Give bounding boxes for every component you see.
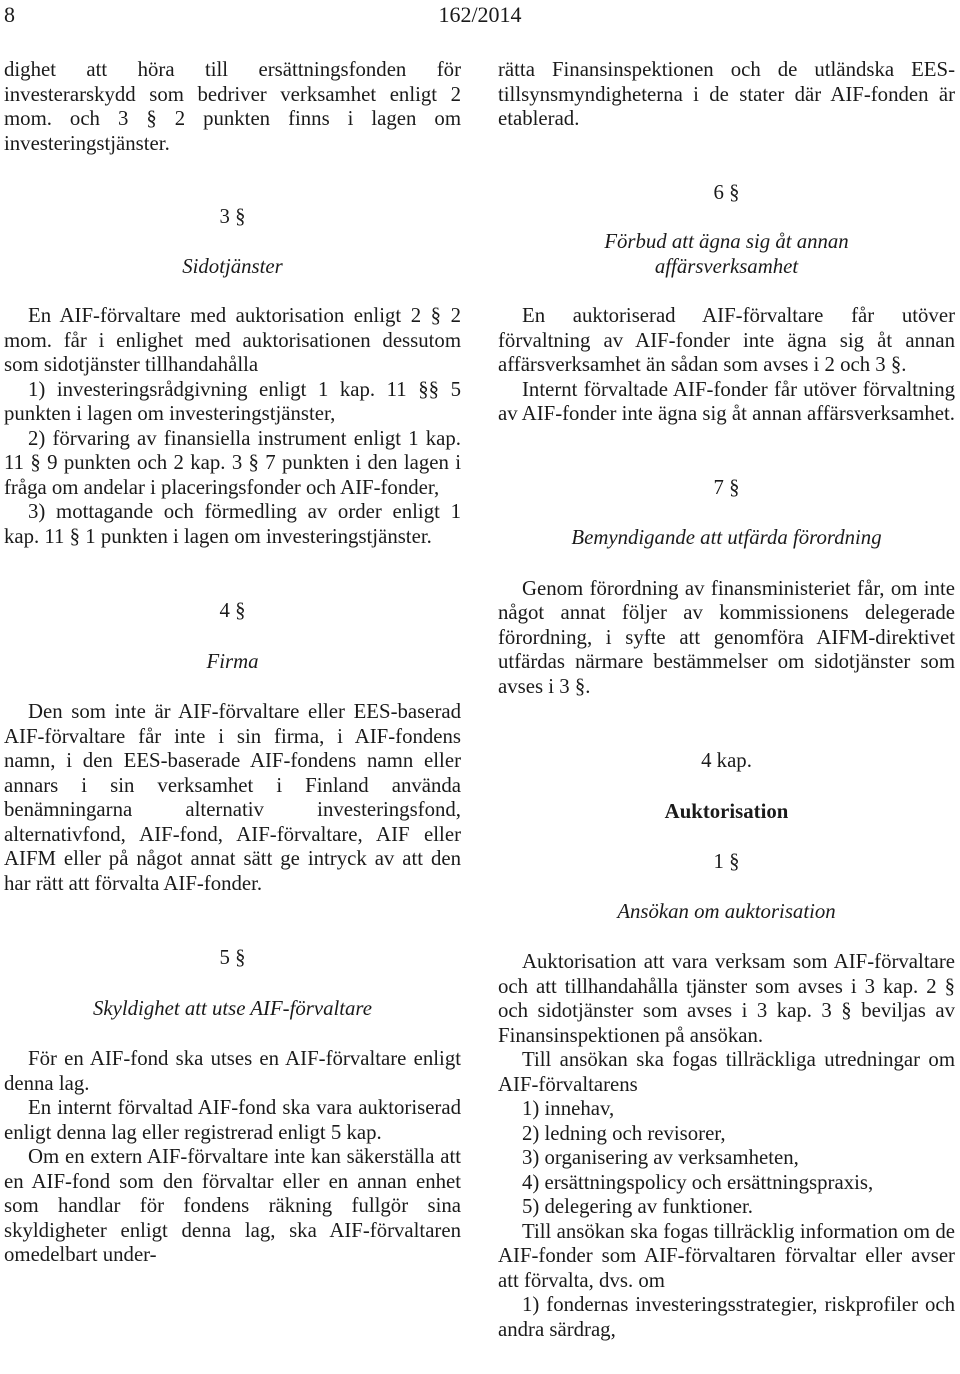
section-3-item-2: 2) förvaring av finansiella instrument enligt 1 kap. 11 § 9 punkten och 2 kap. 3 § 7 punkten i den lagen i fråga om andelar i placeringsfonder och AIF-fonder, <box>4 426 461 499</box>
section-3-item-1: 1) investeringsrådgivning enligt 1 kap. 11 §§ 5 punkten i lagen om investeringstjänster, <box>4 377 461 425</box>
left-column <box>4 58 461 1268</box>
section-7-title: Bemyndigande att utfärda förordning <box>571 526 882 549</box>
section-1-paragraph-3: Till ansökan ska fogas tillräcklig information om de AIF-fonder som AIF-förvaltaren förvaltar eller avser att förvalta, dvs. om <box>498 1219 955 1292</box>
section-4-paragraph: Den som inte är AIF-förvaltare eller EES-baserad AIF-förvaltare får inte i sin firma, i AIF-fondens namn, i den EES-baserade AIF-fondens namn eller annars i sin verksamhet i Finland använda benämningarna alternativ investeringsfond, alternativfond, AIF-fond, AIF-förvaltare, AIF eller AIFM eller på något annat sätt ge intryck av att den har rätt att förvalta AIF-fonder. <box>4 700 461 895</box>
document-number: 162/2014 <box>438 2 522 27</box>
section-5-paragraph-1: För en AIF-fond ska utses en AIF-förvaltare enligt denna lag. <box>4 1047 461 1095</box>
section-3-title: Sidotjänster <box>182 254 283 278</box>
list-item: 3) organisering av verksamheten, <box>522 1146 799 1169</box>
paragraph-continued: rätta Finansinspektionen och de utländska EES-tillsynsmyndigheterna i de stater där AIF-fonden är etablerad. <box>498 58 955 130</box>
section-4-number: 4 § <box>219 599 246 622</box>
section-1-number: 1 § <box>713 850 740 873</box>
section-7-number: 7 § <box>713 475 740 499</box>
right-column <box>498 58 955 1342</box>
section-1-paragraph-4: 1) fondernas investeringsstrategier, riskprofiler och andra särdrag, <box>498 1293 955 1341</box>
section-6-paragraph-1: En auktoriserad AIF-förvaltare får utöver förvaltning av AIF-fonder inte ägna sig åt annan affärsverksamhet än sådan som avses i 2 och 3 §. <box>498 304 955 376</box>
chapter-number: 4 kap. <box>701 749 752 772</box>
chapter-title: Auktorisation <box>664 799 789 823</box>
section-5-number: 5 § <box>219 946 246 969</box>
section-3-paragraph: En AIF-förvaltare med auktorisation enligt 2 § 2 mom. får i enlighet med auktorisationen dessutom som sidotjänster tillhandahålla <box>4 304 461 376</box>
paragraph-continued: dighet att höra till ersättningsfonden för investerarskydd som bedriver verksamhet enligt 2 mom. och 3 § 2 punkten finns i lagen om investeringstjänster. <box>4 58 461 155</box>
section-6-number: 6 § <box>713 180 740 204</box>
list-item: 5) delegering av funktioner. <box>522 1195 753 1218</box>
page-number: 8 <box>4 2 15 27</box>
section-1-title: Ansökan om auktorisation <box>617 899 836 923</box>
list-item: 4) ersättningspolicy och ersättningspraxis, <box>522 1170 874 1194</box>
section-5-title: Skyldighet att utse AIF-förvaltare <box>93 996 372 1020</box>
page-header <box>0 0 960 40</box>
section-5-paragraph-3: Om en extern AIF-förvaltare inte kan säkerställa att en AIF-fond som den förvaltar eller en annan enhet som handlar för fondens räkning fullgör sina skyldigheter enligt denna lag, ska AIF-förvaltaren omedelbart under- <box>4 1145 461 1266</box>
section-4-title: Firma <box>206 649 259 673</box>
section-1-paragraph-1: Auktorisation att vara verksam som AIF-förvaltare och att tillhandahålla tjänster som avses i 3 kap. 2 § och sidotjänster som avses i 3 kap. 3 § beviljas av Finansinspektionen på ansökan. <box>498 950 955 1047</box>
list-item: 2) ledning och revisorer, <box>522 1121 726 1145</box>
section-7-paragraph: Genom förordning av finansministeriet får, om inte något annat följer av kommissionens delegerade förordning, i syfte att genomföra AIFM-direktivet utfärdas närmare bestämmelser om sidotjänster som avses i 3 §. <box>498 576 955 698</box>
section-6-title: Förbud att ägna sig åt annan affärsverksamhet <box>604 230 849 278</box>
section-5-paragraph-2: En internt förvaltad AIF-fond ska vara auktoriserad enligt denna lag eller registrerad enligt 5 kap. <box>4 1096 461 1144</box>
section-1-paragraph-2: Till ansökan ska fogas tillräckliga utredningar om AIF-förvaltarens <box>498 1048 955 1096</box>
list-item: 1) innehav, <box>522 1097 615 1120</box>
section-3-item-3: 3) mottagande och förmedling av order enligt 1 kap. 11 § 1 punkten i lagen om investeringstjänster. <box>4 500 461 548</box>
section-6-paragraph-2: Internt förvaltade AIF-fonder får utöver förvaltning av AIF-fonder inte ägna sig åt annan affärsverksamhet. <box>498 377 955 425</box>
section-3-number: 3 § <box>219 205 246 228</box>
